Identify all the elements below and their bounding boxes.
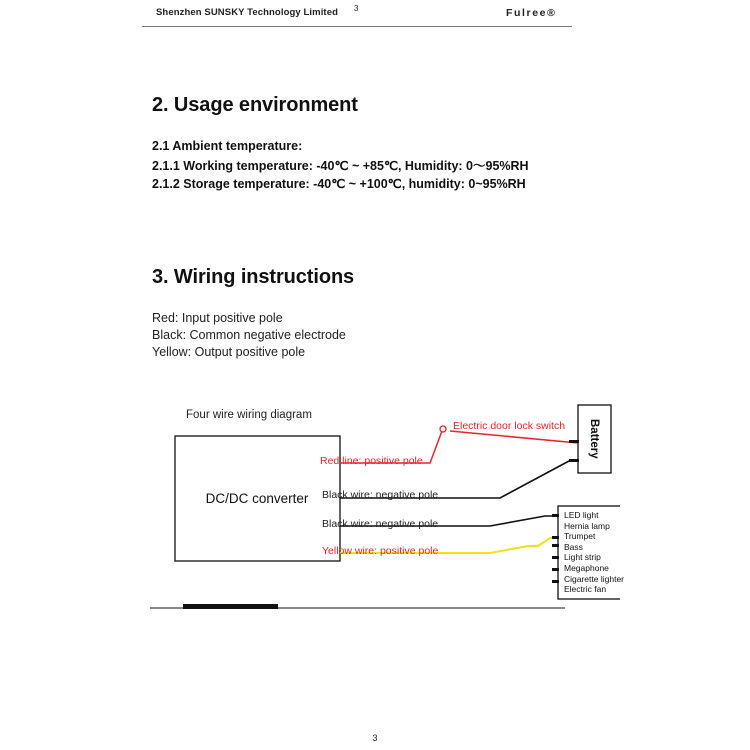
converter-label: DC/DC converter: [205, 491, 309, 506]
header-brand: Fulree®: [506, 7, 557, 19]
loads-list: [564, 510, 624, 595]
list-item: Electric fan: [564, 584, 607, 595]
diagram-title: Four wire wiring diagram: [186, 409, 312, 421]
battery-terminal-positive: [569, 440, 579, 443]
list-item: Hernia lamp: [564, 520, 610, 531]
battery-label: Battery: [588, 419, 600, 459]
list-item: Cigarette lighter: [564, 573, 625, 584]
switch-contact-icon: [440, 426, 446, 432]
battery-terminal-negative: [569, 459, 579, 462]
wiring-red-line: Red: Input positive pole: [152, 311, 283, 325]
bottom-bar: [183, 604, 278, 609]
black-wire-in-label: Black wire: negative pole: [322, 489, 439, 501]
header-company-name: Shenzhen SUNSKY Technology Limited: [156, 7, 338, 18]
list-item: Bass: [564, 541, 583, 552]
list-item: Megaphone: [564, 562, 609, 573]
working-temperature-line: 2.1.1 Working temperature: -40℃ ~ +85℃, Humidity: 0～95%RH: [152, 159, 529, 173]
section-2-title: 2. Usage environment: [152, 94, 358, 116]
list-item: Trumpet: [564, 531, 596, 542]
storage-temperature-line: 2.1.2 Storage temperature: -40℃ ~ +100℃, humidity: 0~95%RH: [152, 177, 526, 191]
wiring-diagram: [150, 398, 625, 628]
yellow-wire-label: Yellow wire: positive pole: [322, 545, 439, 557]
list-item: Light strip: [564, 552, 601, 563]
wiring-diagram-svg: [150, 398, 620, 628]
header-superscript: 3: [354, 4, 359, 13]
red-wire-to-battery: [450, 431, 578, 443]
red-wire-label: Red line: positive pole: [320, 455, 423, 467]
section-3-title: 3. Wiring instructions: [152, 266, 355, 288]
ambient-temperature-label: 2.1 Ambient temperature:: [152, 139, 303, 153]
list-item: LED light: [564, 510, 599, 520]
wiring-black-line: Black: Common negative electrode: [152, 328, 346, 342]
switch-label: Electric door lock switch: [453, 420, 566, 432]
page-header: [142, 6, 572, 27]
footer-page-number: 3: [372, 733, 378, 743]
black-wire-out-label: Black wire: negative pole: [322, 518, 439, 530]
wiring-yellow-line: Yellow: Output positive pole: [152, 345, 306, 359]
